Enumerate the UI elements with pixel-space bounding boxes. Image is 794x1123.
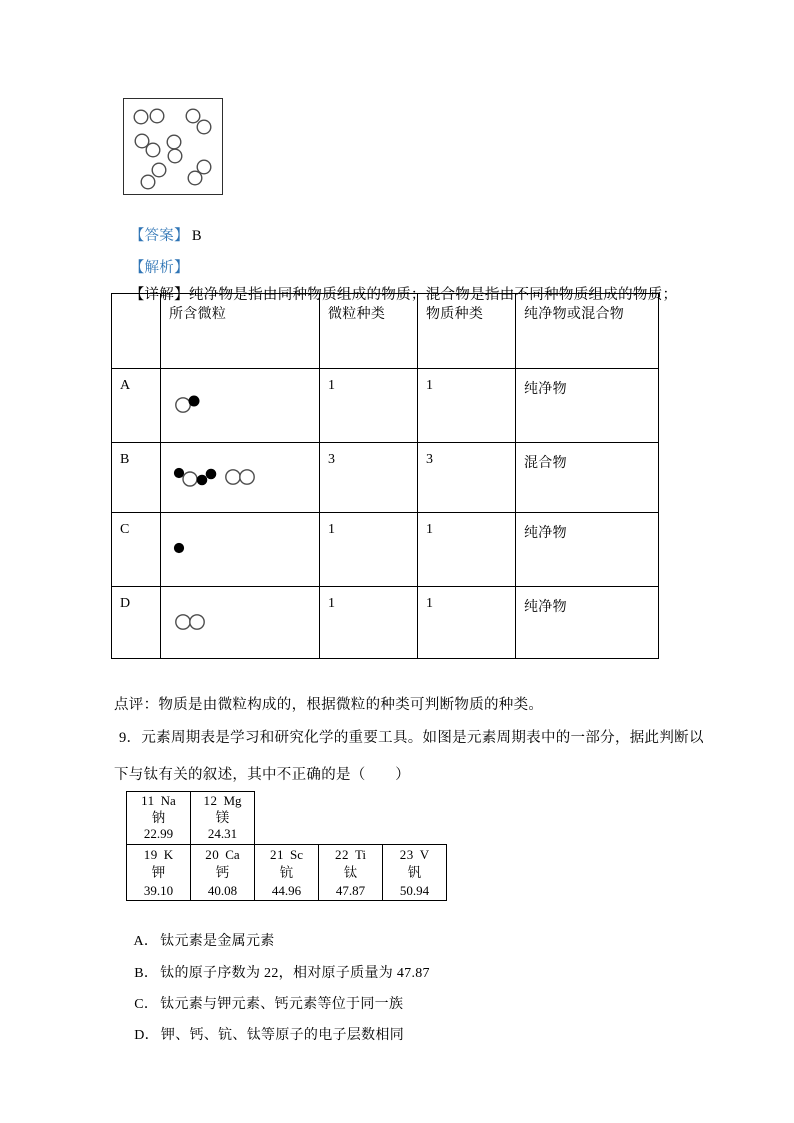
element-cell-k [126, 844, 191, 901]
substance-count: 3 [418, 443, 516, 513]
answer-label: 【答案】 [129, 228, 189, 244]
table-row [112, 369, 659, 443]
option-c-text: 钛元素与钾元素、钙元素等位于同一族 [160, 997, 404, 1012]
element-cell-mg [190, 791, 255, 845]
particles-cell [161, 369, 320, 443]
element-symbol: K [163, 847, 174, 862]
question9-line2: 下与钛有关的叙述，其中不正确的是（ ） [114, 767, 410, 783]
classification: 纯净物 [516, 587, 659, 659]
header-cell-classification: 纯净物或混合物 [516, 294, 659, 369]
row-label: B [112, 443, 161, 513]
particle-count: 1 [320, 513, 418, 587]
atomic-number: 11 [141, 793, 155, 808]
option-a-text: 钛元素是金属元素 [160, 934, 275, 949]
element-name: 钪 [279, 865, 294, 880]
atomic-number: 22 [334, 847, 349, 862]
atomic-mass: 39.10 [143, 883, 174, 898]
substance-count: 1 [418, 513, 516, 587]
molecule-diagram [123, 98, 223, 195]
atomic-mass: 22.99 [143, 826, 174, 841]
element-symbol: Ca [225, 847, 240, 862]
particles-c-icon [169, 534, 299, 560]
element-cell-sc [254, 844, 319, 901]
element-symbol: Na [160, 793, 176, 808]
element-cell-na [126, 791, 191, 845]
comment-line: 点评：物质是由微粒构成的，根据微粒的种类可判断物质的种类。 [114, 697, 544, 713]
element-name: 钛 [343, 865, 358, 880]
element-symbol: Sc [290, 847, 303, 862]
particle-count: 1 [320, 369, 418, 443]
answer-value: B [191, 228, 202, 244]
atomic-number: 19 [143, 847, 158, 862]
atomic-number: 20 [205, 847, 220, 862]
header-cell-substance-types: 物质种类 [418, 294, 516, 369]
element-symbol: Mg [223, 793, 242, 808]
substance-count: 1 [418, 369, 516, 443]
particles-cell [161, 443, 320, 513]
option-c-label: C． [134, 997, 159, 1012]
element-name: 钙 [215, 865, 230, 880]
option-b-label: B． [134, 966, 159, 981]
table-row [112, 443, 659, 513]
row-label: A [112, 369, 161, 443]
atomic-number: 23 [399, 847, 414, 862]
detail-label: 【详解】 [129, 287, 189, 303]
comparison-table [111, 293, 659, 659]
option-a-label: A． [133, 934, 159, 949]
atomic-mass: 44.96 [271, 883, 302, 898]
atomic-number: 12 [203, 793, 218, 808]
particle-count: 3 [320, 443, 418, 513]
particles-b-icon [169, 464, 299, 490]
periodic-row-1 [126, 791, 446, 845]
option-d [119, 1010, 404, 1061]
table-row [112, 513, 659, 587]
table-row [112, 587, 659, 659]
particles-a-icon [169, 390, 299, 416]
molecule-diagram-svg [124, 99, 221, 193]
particle-count: 1 [320, 587, 418, 659]
analysis-label: 【解析】 [129, 260, 189, 276]
atomic-number: 21 [270, 847, 284, 862]
header-cell-particle-types: 微粒种类 [320, 294, 418, 369]
atomic-mass: 50.94 [399, 883, 430, 898]
element-cell-ti [318, 844, 383, 901]
substance-count: 1 [418, 587, 516, 659]
classification: 混合物 [516, 443, 659, 513]
particles-cell [161, 587, 320, 659]
header-cell-particles: 所含微粒 [161, 294, 320, 369]
classification: 纯净物 [516, 369, 659, 443]
detail-text: 纯净物是指由同种物质组成的物质；混合物是指由不同种物质组成的物质； [188, 287, 678, 303]
element-name: 钒 [407, 865, 422, 880]
atomic-mass: 24.31 [207, 826, 238, 841]
element-name: 钠 [151, 809, 166, 825]
element-symbol: V [419, 847, 430, 862]
option-b-text: 钛的原子序数为 22，相对原子质量为 47.87 [160, 966, 430, 981]
atomic-mass: 47.87 [335, 883, 366, 898]
periodic-row-2 [126, 845, 446, 901]
particles-d-icon [169, 608, 299, 634]
atomic-mass: 40.08 [207, 883, 238, 898]
element-cell-ca [190, 844, 255, 901]
option-d-label: D． [134, 1028, 159, 1043]
classification: 纯净物 [516, 513, 659, 587]
table-header-row [112, 294, 659, 369]
row-label: C [112, 513, 161, 587]
option-d-text: 钾、钙、钪、钛等原子的电子层数相同 [160, 1028, 405, 1043]
header-cell-empty [112, 294, 161, 369]
element-symbol: Ti [354, 847, 367, 862]
question9-line1: 9．元素周期表是学习和研究化学的重要工具。如图是元素周期表中的一部分，据此判断以 [119, 730, 704, 746]
element-name: 镁 [215, 809, 230, 825]
row-label: D [112, 587, 161, 659]
element-name: 钾 [151, 865, 166, 880]
particles-cell [161, 513, 320, 587]
periodic-table-figure [126, 791, 446, 901]
element-cell-v [382, 844, 447, 901]
